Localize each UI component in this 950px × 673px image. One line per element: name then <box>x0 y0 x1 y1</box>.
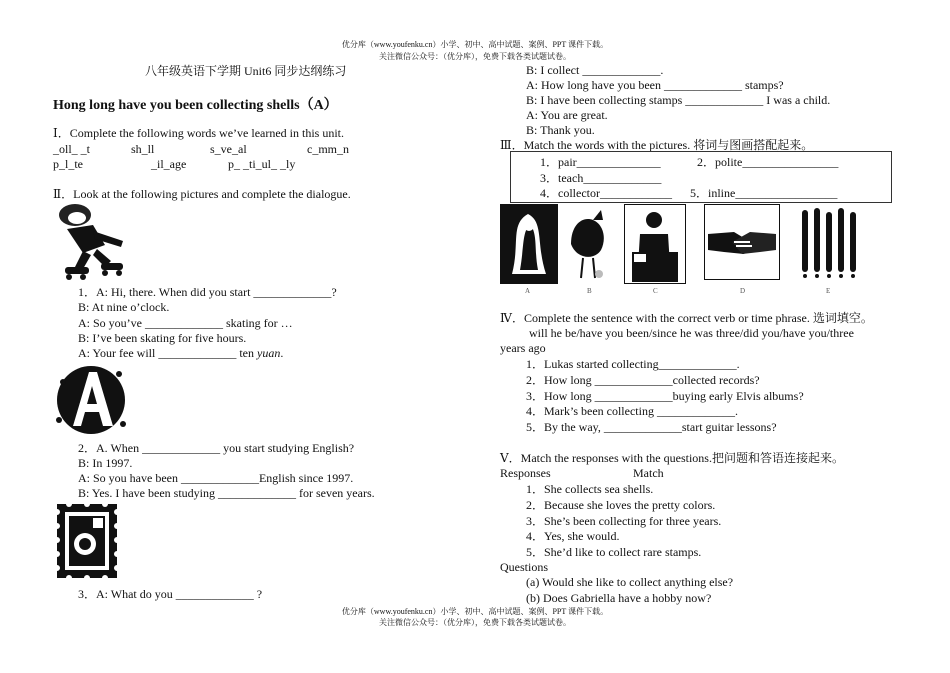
dialogue3-line: A: How long have you been _____________ stamps? <box>526 78 784 92</box>
word-blank: s_ve_al <box>210 142 247 156</box>
word-blank: sh_ll <box>131 142 155 156</box>
header-line-1: 优分库（www.youfenku.cn）小学、初中、高中试题、案例、PPT 课件下载。 <box>341 40 609 49</box>
picture-letter: C <box>653 287 658 295</box>
section4-item: 1．Lukas started collecting_____________. <box>526 357 740 371</box>
dialogue3-line: B: Thank you. <box>526 123 595 137</box>
dialogue3-question: 3．A: What do you _____________ ? <box>78 587 263 601</box>
section4-item: 2．How long _____________collected records? <box>526 373 760 387</box>
match-word: 1．pair______________ <box>540 155 661 169</box>
word-blank: p_l_te <box>53 157 83 171</box>
match-word: 4．collector____________ <box>540 186 672 200</box>
footer-line-2: 关注微信公众号：（优分库），免费下载各类试题试卷。 <box>379 618 571 627</box>
response-item: 5．She’d like to collect rare stamps. <box>526 545 702 559</box>
questions-label: Questions <box>500 560 548 574</box>
dialogue1-line: 1．A: Hi, there. When did you start _____________? <box>78 285 337 299</box>
section4-heading: Ⅳ．Complete the sentence with the correct verb or time phrase. 选词填空。 <box>500 311 873 325</box>
letter-a-picture <box>53 362 129 438</box>
question-item: (b) Does Gabriella have a hobby now? <box>526 591 712 605</box>
response-item: 2．Because she loves the pretty colors. <box>526 498 716 512</box>
picture-d-handshake <box>704 204 780 280</box>
word-blank: c_mm_n <box>307 142 349 156</box>
dialogue2-line: B: In 1997. <box>78 456 133 470</box>
picture-a-dancer <box>500 204 558 284</box>
picture-letter: D <box>740 287 746 295</box>
picture-e-skaters <box>798 204 860 280</box>
word-blank: _il_age <box>151 157 187 171</box>
dialogue3-line: A: You are great. <box>526 108 608 122</box>
doc-title: Hong long have you been collecting shells（A） <box>53 98 338 113</box>
match-label: Match <box>633 466 664 480</box>
picture-letter: B <box>587 287 592 295</box>
picture-letter: E <box>826 287 831 295</box>
skater-picture <box>53 201 131 283</box>
dialogue1-line: B: I’ve been skating for five hours. <box>78 331 247 345</box>
dialogue2-line: B: Yes. I have been studying _____________ for seven years. <box>78 486 375 500</box>
word-blank: p_ _ti_ul_ _ly <box>228 157 296 171</box>
section4-options: will he be/have you been/since he was three/did you/have you/three <box>529 326 854 340</box>
section4-item: 5．By the way, _____________start guitar lessons? <box>526 420 777 434</box>
section5-heading: Ⅴ．Match the responses with the questions.把问题和答语连接起来。 <box>500 451 844 465</box>
section1-heading: Ⅰ．Complete the following words we’ve learned in this unit. <box>53 126 345 140</box>
word-blank: _oll_ _t <box>53 142 91 156</box>
dialogue2-line: A: So you have been _____________English since 1997. <box>78 471 354 485</box>
stamp-picture <box>55 502 119 580</box>
section3-heading: Ⅲ．Match the words with the pictures. 将词与图画搭配起来。 <box>500 138 814 152</box>
dialogue3-line: B: I have been collecting stamps _____________ I was a child. <box>526 93 831 107</box>
match-word: 2．polite________________ <box>697 155 839 169</box>
responses-label: Responses <box>500 466 551 480</box>
response-item: 1．She collects sea shells. <box>526 482 654 496</box>
response-item: 3．She’s been collecting for three years. <box>526 514 722 528</box>
picture-letter: A <box>525 287 531 295</box>
dialogue1-line: A: So you’ve _____________ skating for … <box>78 316 293 330</box>
dialogue2-line: 2．A. When _____________ you start studying English? <box>78 441 355 455</box>
section4-item: 3．How long _____________buying early Elvis albums? <box>526 389 804 403</box>
dialogue1-line: A: Your fee will _____________ ten yuan. <box>78 346 284 360</box>
doc-subtitle: 八年级英语下学期 Unit6 同步达纲练习 <box>145 64 347 78</box>
dialogue3-line: B: I collect _____________. <box>526 63 664 77</box>
response-item: 4．Yes, she would. <box>526 529 620 543</box>
section4-item: 4．Mark’s been collecting _____________. <box>526 404 738 418</box>
picture-c-teacher <box>624 204 686 284</box>
dialogue1-line: B: At nine o’clock. <box>78 300 170 314</box>
match-word: 5．inline_________________ <box>690 186 838 200</box>
section4-options: years ago <box>500 341 546 355</box>
match-word: 3．teach_____________ <box>540 171 662 185</box>
section2-heading: Ⅱ．Look at the following pictures and complete the dialogue. <box>53 187 351 201</box>
footer-line-1: 优分库（www.youfenku.cn）小学、初中、高中试题、案例、PPT 课件下载。 <box>341 607 609 616</box>
question-item: (a) Would she like to collect anything else? <box>526 575 734 589</box>
picture-b-chicken <box>563 204 615 284</box>
header-line-2: 关注微信公众号：（优分库），免费下载各类试题试卷。 <box>379 52 571 61</box>
